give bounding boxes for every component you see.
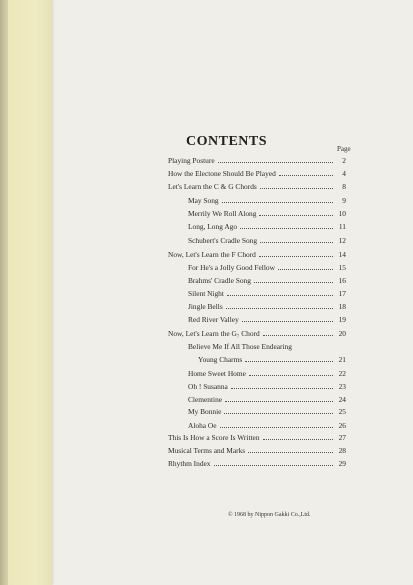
- toc-entry: My Bonnie 25: [188, 407, 346, 416]
- copyright-notice: © 1968 by Nippon Gakki Co.,Ltd.: [228, 512, 311, 518]
- toc-entry: Rhythm Index 29: [168, 459, 346, 468]
- toc-entry: For He's a Jolly Good Fellow 15: [188, 263, 346, 272]
- toc-entry: Believe Me If All Those Endearing: [188, 342, 292, 351]
- toc-entry: Brahms' Cradle Song 16: [188, 276, 346, 285]
- toc-entry: Long, Long Ago 11: [188, 222, 346, 231]
- toc-entry: Jingle Bells 18: [188, 302, 346, 311]
- toc-entry: Young Charms 21: [198, 355, 346, 364]
- toc-entry: Now, Let's Learn the F Chord 14: [168, 250, 346, 259]
- binding-strip: [8, 0, 52, 585]
- toc-entry: Let's Learn the C & G Chords 8: [168, 182, 346, 191]
- toc-entry: Musical Terms and Marks 28: [168, 446, 346, 455]
- toc-entry: Playing Posture 2: [168, 156, 346, 165]
- contents-title: CONTENTS: [186, 134, 268, 149]
- page-edge: [0, 0, 8, 585]
- toc-entry: Aloha Oe 26: [188, 421, 346, 430]
- toc-entry: This Is How a Score Is Written 27: [168, 433, 346, 442]
- toc-entry: Clementine 24: [188, 395, 346, 404]
- toc-entry: Schubert's Cradle Song 12: [188, 236, 346, 245]
- toc-entry: How the Electone Should Be Played 4: [168, 169, 346, 178]
- toc-entry: Now, Let's Learn the G₇ Chord 20: [168, 329, 346, 338]
- toc-entry: Red River Valley 19: [188, 315, 346, 324]
- toc-entry: Home Sweet Home 22: [188, 369, 346, 378]
- toc-entry: Silent Night 17: [188, 289, 346, 298]
- toc-entry: May Song 9: [188, 196, 346, 205]
- toc-entry: Oh ! Susanna 23: [188, 382, 346, 391]
- toc-entry: Merrily We Roll Along 10: [188, 209, 346, 218]
- page-column-label: Page: [337, 145, 351, 153]
